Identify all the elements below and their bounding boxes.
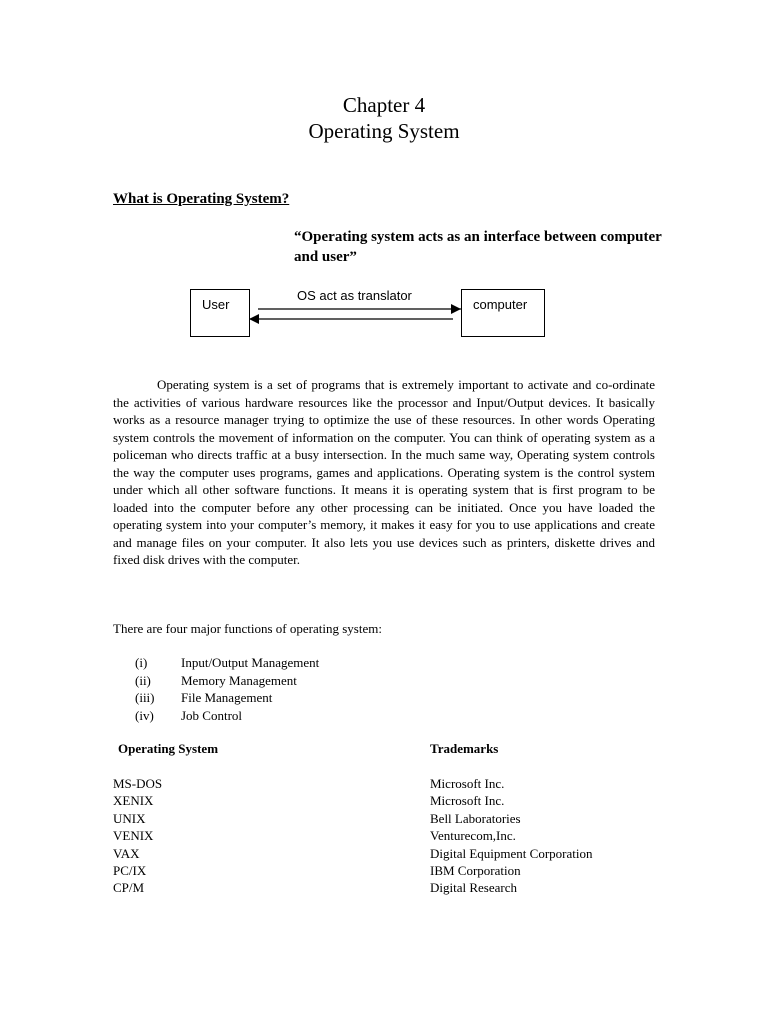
- os-name: XENIX: [113, 793, 154, 809]
- trademark: Digital Research: [430, 880, 517, 896]
- chapter-title: Operating System: [308, 119, 460, 143]
- list-item-number: (iv): [135, 707, 154, 723]
- os-name: VENIX: [113, 828, 154, 844]
- user-box-label: User: [202, 297, 230, 312]
- os-trademark-table: [113, 775, 673, 897]
- table-row: [113, 792, 673, 809]
- os-name: UNIX: [113, 810, 146, 826]
- arrow-right-head: [451, 304, 461, 314]
- trademark: Bell Laboratories: [430, 810, 521, 826]
- os-name: CP/M: [113, 880, 145, 896]
- trademark: Microsoft Inc.: [430, 776, 505, 791]
- computer-box-label: computer: [473, 297, 528, 312]
- table-row: [113, 845, 673, 862]
- table-row: [113, 862, 673, 879]
- bidirectional-arrow: [248, 302, 462, 326]
- translator-label: OS act as translator: [297, 288, 412, 303]
- os-name: VAX: [113, 845, 140, 861]
- arrow-left-head: [249, 314, 259, 324]
- list-item-number: (i): [135, 655, 148, 670]
- table-header-os: Operating System: [118, 741, 219, 756]
- list-item-label: Memory Management: [181, 672, 297, 688]
- list-item-number: (ii): [135, 672, 151, 688]
- body-paragraph: Operating system is a set of programs that is extremely important to activate and co-ordinate the activities of various hardware resources like the processor and Input/Output devices. It basically works as a resource manager trying to optimize the use of these resources. In other words Operating system controls the movement of information on the computer. You can think of operating system as a policeman who directs traffic at a busy intersection. In the much same way, Operating system controls the way the computer uses programs, games and applications. Operating system is the control system under which all other software functions. It means it is operating system that is first program to be loaded into the computer before any other processing can be initiated. Once you have loaded the operating system into your computer’s memory, it makes it easy for you to use applications and create and manage files on your computer. It also lets you use devices such as printers, diskette drives and fixed disk drives with the computer.: [113, 377, 655, 567]
- list-item-label: Job Control: [181, 707, 243, 723]
- trademark: Microsoft Inc.: [430, 793, 505, 809]
- list-item-label: Input/Output Management: [181, 655, 320, 670]
- os-name: MS-DOS: [113, 776, 163, 791]
- chapter-number: Chapter 4: [342, 93, 426, 117]
- trademark: Digital Equipment Corporation: [430, 845, 593, 861]
- table-row: [113, 775, 673, 792]
- list-item-number: (iii): [135, 690, 155, 705]
- user-box: [190, 289, 250, 337]
- table-row: [113, 827, 673, 844]
- os-name: PC/IX: [113, 862, 147, 878]
- functions-intro: There are four major functions of operating system:: [113, 621, 382, 636]
- table-row: [113, 879, 673, 896]
- computer-box: [461, 289, 545, 337]
- table-header-trademark: Trademarks: [430, 741, 499, 756]
- section-heading: What is Operating System?: [113, 191, 290, 207]
- definition-quote: “Operating system acts as an interface between computer and user”: [294, 229, 662, 265]
- table-row: [113, 810, 673, 827]
- list-item-label: File Management: [181, 690, 273, 705]
- trademark: IBM Corporation: [430, 862, 521, 878]
- trademark: Venturecom,Inc.: [430, 828, 516, 844]
